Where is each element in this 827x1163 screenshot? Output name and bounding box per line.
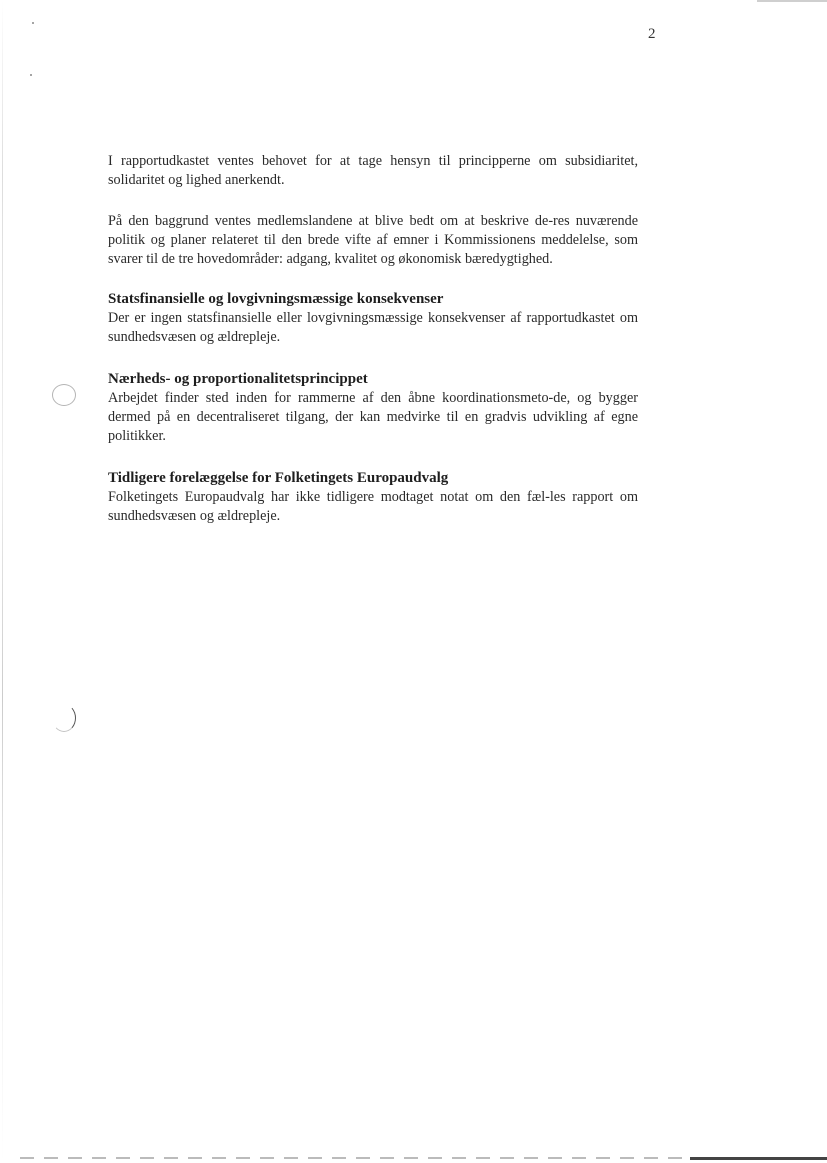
- section-body: Arbejdet finder sted inden for rammerne af den åbne koordinationsmeto-de, og bygger dermed på en decentraliseret tilgang, der kan medvirke til en gradvis udvikling af egne politikker.: [108, 390, 638, 444]
- section-body: Der er ingen statsfinansielle eller lovgivningsmæssige konsekvenser af rapportudkastet om sundhedsvæsen og ældrepleje.: [108, 310, 638, 345]
- scan-left-edge: [2, 0, 3, 1163]
- section-financial-consequences: [108, 289, 638, 347]
- section-heading: Tidligere forelæggelse for Folketingets Europaudvalg: [108, 470, 449, 486]
- section-proportionality: [108, 369, 638, 446]
- section-heading: Nærheds- og proportionalitetsprincippet: [108, 371, 368, 387]
- section-heading: Statsfinansielle og lovgivningsmæssige konsekvenser: [108, 291, 444, 307]
- document-body: [108, 152, 638, 548]
- punch-hole-top: [52, 384, 76, 406]
- page-number: 2: [648, 26, 656, 42]
- punch-hole-bottom: [52, 704, 76, 732]
- scan-top-corner: [757, 0, 827, 2]
- scan-speck: [30, 74, 32, 76]
- scan-bottom-edge-dark: [690, 1157, 827, 1160]
- section-body: Folketingets Europaudvalg har ikke tidligere modtaget notat om den fæl-les rapport om sundhedsvæsen og ældrepleje.: [108, 489, 638, 524]
- scan-speck: [32, 22, 34, 24]
- paragraph-member-states: På den baggrund ventes medlemslandene at blive bedt om at beskrive de-res nuværende politik og planer relateret til den brede vifte af emner i Kommissionens meddelelse, som svarer til de tre hovedområder: adgang, kvalitet og økonomisk bæredygtighed.: [108, 213, 638, 267]
- paragraph-subsidiarity: I rapportudkastet ventes behovet for at tage hensyn til principperne om subsidiaritet, solidaritet og lighed anerkendt.: [108, 153, 638, 188]
- section-prior-submission: [108, 468, 638, 526]
